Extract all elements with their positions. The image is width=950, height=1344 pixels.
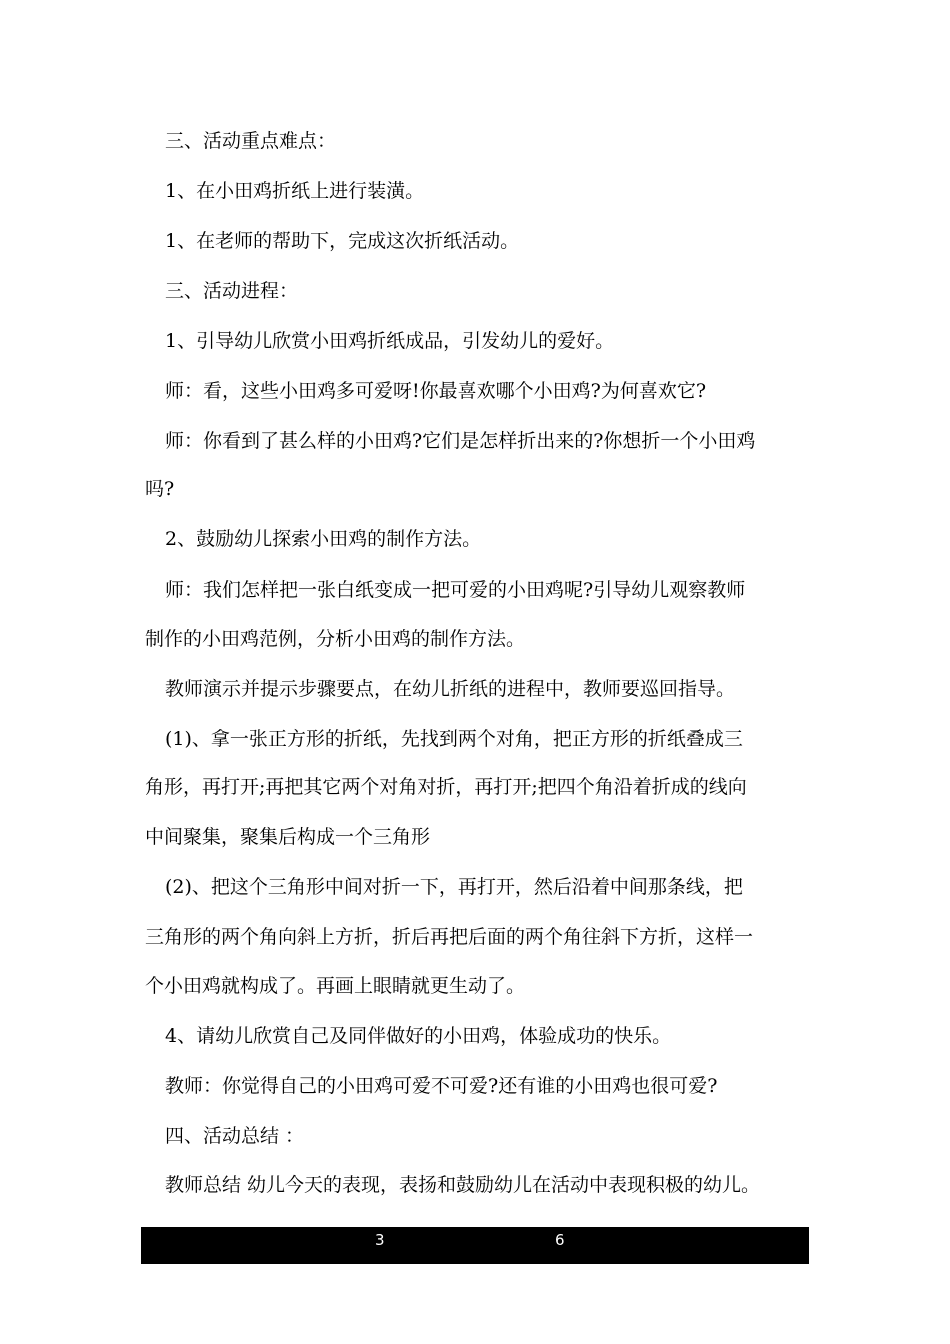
page-number-total: 6 (555, 1231, 565, 1249)
paragraph: 1、引导幼儿欣赏小田鸡折纸成品，引发幼儿的爱好。 (165, 330, 615, 352)
paragraph: 4、请幼儿欣赏自己及同伴做好的小田鸡，体验成功的快乐。 (165, 1025, 672, 1047)
paragraph: (1)、拿一张正方形的折纸，先找到两个对角，把正方形的折纸叠成三 (165, 728, 743, 750)
paragraph: 1、在老师的帮助下，完成这次折纸活动。 (165, 230, 520, 252)
paragraph: 教师：你觉得自己的小田鸡可爱不可爱?还有谁的小田鸡也很可爱? (165, 1075, 718, 1097)
paragraph-continuation: 中间聚集，聚集后构成一个三角形 (145, 826, 431, 848)
paragraph: 1、在小田鸡折纸上进行装潢。 (165, 180, 425, 202)
paragraph: 2、鼓励幼儿探索小田鸡的制作方法。 (165, 528, 482, 550)
paragraph-continuation: 角形，再打开;再把其它两个对角对折，再打开;把四个角沿着折成的线向 (145, 776, 747, 798)
paragraph: 教师演示并提示步骤要点，在幼儿折纸的进程中，教师要巡回指导。 (165, 678, 736, 700)
paragraph-continuation: 制作的小田鸡范例，分析小田鸡的制作方法。 (145, 628, 526, 650)
section-heading: 三、活动进程： (165, 280, 299, 302)
page-number-current: 3 (375, 1231, 385, 1249)
section-heading: 三、活动重点难点： (165, 130, 337, 152)
paragraph: (2)、把这个三角形中间对折一下，再打开，然后沿着中间那条线，把 (165, 876, 743, 898)
paragraph-continuation: 三角形的两个角向斜上方折，折后再把后面的两个角往斜下方折，这样一 (145, 926, 754, 948)
paragraph-continuation: 个小田鸡就构成了。再画上眼睛就更生动了。 (145, 975, 526, 997)
paragraph: 教师总结 幼儿今天的表现，表扬和鼓励幼儿在活动中表现积极的幼儿。 (165, 1174, 761, 1196)
page-footer-bar (141, 1227, 809, 1264)
paragraph: 师：我们怎样把一张白纸变成一把可爱的小田鸡呢?引导幼儿观察教师 (165, 579, 746, 601)
paragraph: 师：你看到了甚么样的小田鸡?它们是怎样折出来的?你想折一个小田鸡 (165, 430, 756, 452)
paragraph: 师：看，这些小田鸡多可爱呀!你最喜欢哪个小田鸡?为何喜欢它? (165, 380, 707, 402)
paragraph-continuation: 吗? (145, 478, 175, 500)
section-heading: 四、活动总结 ： (165, 1125, 305, 1147)
